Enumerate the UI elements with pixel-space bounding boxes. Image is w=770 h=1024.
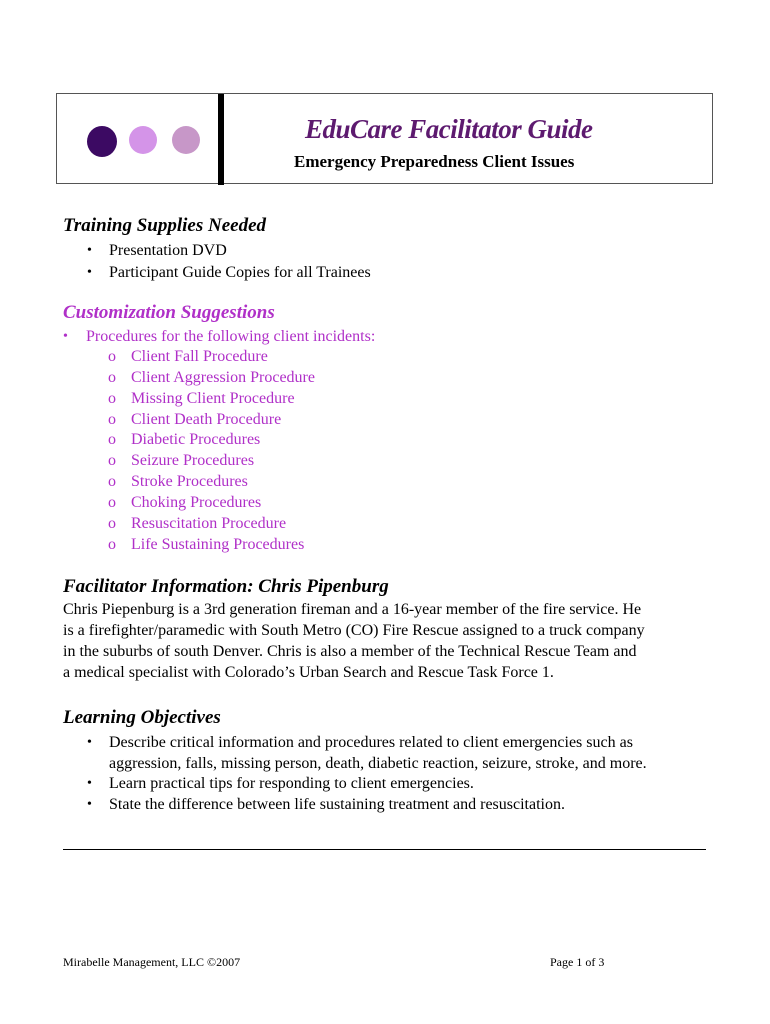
customization-subitem: Client Fall Procedure	[131, 348, 268, 365]
header-box	[56, 93, 713, 184]
sub-bullet-icon: o	[108, 515, 116, 532]
facilitator-bio-line: Chris Piepenburg is a 3rd generation fireman and a 16-year member of the fire service. He	[63, 601, 642, 618]
objective-item: State the difference between life sustaining treatment and resuscitation.	[109, 796, 565, 813]
document-title: EduCare Facilitator Guide	[305, 114, 593, 144]
supply-item: Presentation DVD	[109, 242, 227, 259]
horizontal-rule	[63, 849, 706, 850]
objective-item: Describe critical information and procedures related to client emergencies such as	[109, 734, 633, 751]
facilitator-bio-line: is a firefighter/paramedic with South Metro (CO) Fire Rescue assigned to a truck company	[63, 622, 645, 639]
facilitator-heading: Facilitator Information: Chris Pipenburg	[63, 576, 389, 597]
customization-subitem: Stroke Procedures	[131, 473, 248, 490]
customization-lead: Procedures for the following client incidents:	[86, 328, 376, 345]
logo-dot-dark	[87, 126, 117, 157]
sub-bullet-icon: o	[108, 473, 116, 490]
footer-page-number: Page 1 of 3	[550, 955, 605, 969]
sub-bullet-icon: o	[108, 431, 116, 448]
logo-dot-light	[129, 126, 157, 154]
logo-dot-mauve	[172, 126, 200, 154]
supply-item: Participant Guide Copies for all Trainees	[109, 264, 371, 281]
bullet-icon: •	[87, 265, 92, 280]
sub-bullet-icon: o	[108, 536, 116, 553]
footer-copyright: Mirabelle Management, LLC ©2007	[63, 955, 241, 969]
bullet-icon: •	[87, 243, 92, 258]
sub-bullet-icon: o	[108, 411, 116, 428]
sub-bullet-icon: o	[108, 369, 116, 386]
customization-subitem: Diabetic Procedures	[131, 431, 261, 448]
bullet-icon: •	[87, 797, 92, 812]
customization-subitem: Life Sustaining Procedures	[131, 536, 305, 553]
customization-subitem: Missing Client Procedure	[131, 390, 295, 407]
header-divider-bar	[218, 94, 224, 185]
sub-bullet-icon: o	[108, 494, 116, 511]
training-supplies-heading: Training Supplies Needed	[63, 215, 267, 236]
customization-subitem: Resuscitation Procedure	[131, 515, 287, 532]
facilitator-bio-line: a medical specialist with Colorado’s Urban Search and Rescue Task Force 1.	[63, 664, 554, 681]
objective-item: Learn practical tips for responding to client emergencies.	[109, 775, 474, 792]
sub-bullet-icon: o	[108, 390, 116, 407]
learning-objectives-heading: Learning Objectives	[63, 707, 221, 728]
bullet-icon: •	[63, 329, 68, 344]
customization-heading: Customization Suggestions	[63, 302, 275, 323]
objective-item-continued: aggression, falls, missing person, death, diabetic reaction, seizure, stroke, and more.	[109, 755, 647, 772]
document-subtitle: Emergency Preparedness Client Issues	[294, 152, 575, 171]
sub-bullet-icon: o	[108, 348, 116, 365]
customization-subitem: Seizure Procedures	[131, 452, 255, 469]
facilitator-bio-line: in the suburbs of south Denver. Chris is also a member of the Technical Rescue Team and	[63, 643, 637, 660]
sub-bullet-icon: o	[108, 452, 116, 469]
customization-subitem: Client Aggression Procedure	[131, 369, 315, 386]
bullet-icon: •	[87, 776, 92, 791]
bullet-icon: •	[87, 735, 92, 750]
customization-subitem: Client Death Procedure	[131, 411, 282, 428]
customization-subitem: Choking Procedures	[131, 494, 262, 511]
